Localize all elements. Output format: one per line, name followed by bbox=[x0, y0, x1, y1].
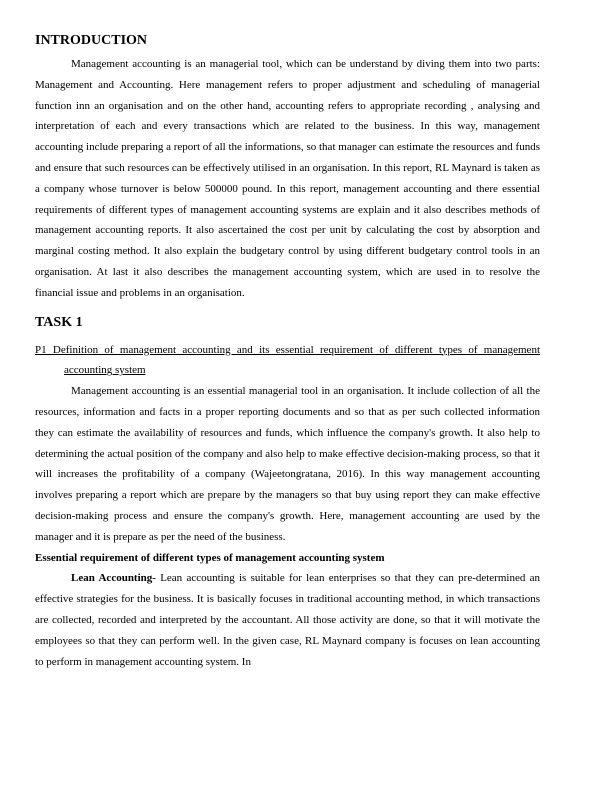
p1-paragraph: Management accounting is an essential managerial tool in an organisation. It include collection of all the resources, information and facts in a proper reporting documents and so that as per such collected information they can estimate the availability of resources and funds, which influence the company's growth. It also help to determining the actual position of the company and also help to make effective decision-making process, so that it will increases the profitability of a company (Wajeetongratana, 2016). In this way management accounting involves preparing a report which are prepare by the managers so that buy using report they can make effective decision-making process and ensure the company's growth. Here, management accounting are used by the manager and it is prepare as per the need of the business. bbox=[35, 385, 540, 543]
task-1-heading: TASK 1 bbox=[35, 314, 83, 330]
introduction-heading: INTRODUCTION bbox=[35, 33, 148, 48]
lean-accounting-text: Lean accounting is suitable for lean enterprises so that they can pre-determined an effective strategies for the business. It is basically focuses in traditional accounting method, in which transactions are collected, recorded and interpreted by the accountant. All those activity are done, so that it will motivate the employees so that they can perform well. In the given case, RL Maynard company is focuses on lean accounting to perform in management accounting system. In bbox=[35, 572, 540, 668]
lean-accounting-paragraph bbox=[35, 568, 540, 672]
essential-requirement-heading: Essential requirement of different types of management accounting system bbox=[35, 551, 385, 564]
introduction-paragraph: Management accounting is an managerial tool, which can be understand by diving them into two parts: Management and Accounting. Here management refers to proper adjustment and scheduling of managerial function inn an organisation and on the other hand, accounting refers to appropriate recording , analysing and interpretation of each and every transactions which are related to the business. In this way, management accounting include preparing a report of all the informations, so that manager can estimate the resources and funds and ensure that such resources can be effectively utilised in an organisation. In this report, RL Maynard is taken as a company whose turnover is below 500000 pound. In this report, management accounting and there essential requirements of different types of management accounting systems are explain and it also describes methods of management accounting reports. It also ascertained the cost per unit by calculating the cost by absorption and marginal costing method. It also explain the budgetary control by using different budgetary control tools in an organisation. At last it also describes the management accounting system, which are used in to resolve the financial issue and problems in an organisation. bbox=[35, 58, 540, 299]
lean-accounting-label: Lean Accounting- bbox=[71, 572, 156, 585]
p1-subheading: P1 Definition of management accounting and its essential requirement of different types of management accounting system bbox=[35, 343, 540, 377]
